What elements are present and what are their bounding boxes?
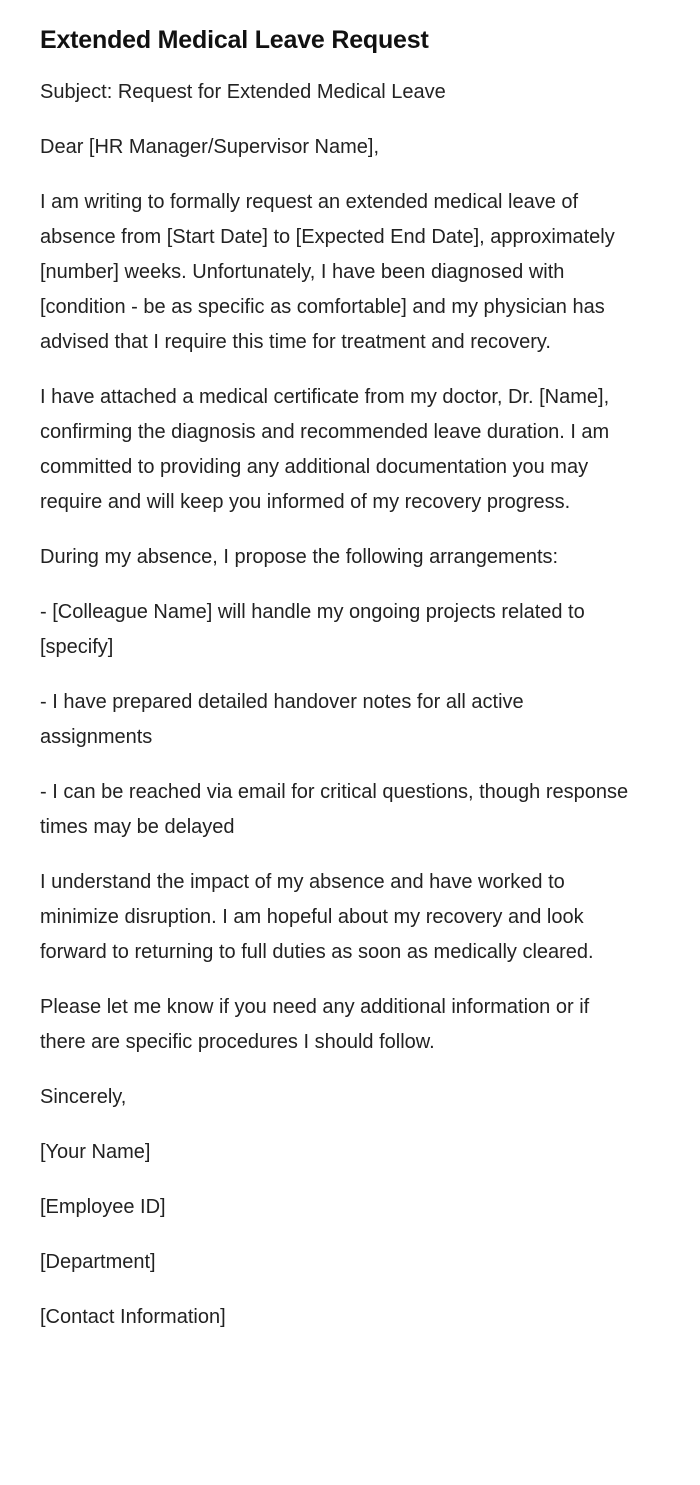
body-paragraph-certificate: I have attached a medical certificate from my doctor, Dr. [Name], confirming the diagnosis and recommended leave duration. I am committed to providing any additional documentation you may require and will keep you informed of my recovery progress. bbox=[40, 386, 610, 513]
signature-contact: [Contact Information] bbox=[40, 1306, 226, 1328]
body-paragraph-request: I am writing to formally request an extended medical leave of absence from [Start Date] to [Expected End Date], approximately [number] weeks. Unfortunately, I have been diagnosed with [condition - be as specific as comfortable] and my physician has advised that I require this time for treatment and recovery. bbox=[40, 191, 615, 353]
arrangement-item: - I have prepared detailed handover notes for all active assignments bbox=[40, 691, 524, 748]
subject-line: Subject: Request for Extended Medical Leave bbox=[40, 81, 446, 103]
body-paragraph-arrangements-intro: During my absence, I propose the following arrangements: bbox=[40, 546, 559, 568]
signature-employee-id: [Employee ID] bbox=[40, 1196, 166, 1218]
arrangement-item: - [Colleague Name] will handle my ongoing projects related to [specify] bbox=[40, 601, 585, 658]
page-title: Extended Medical Leave Request bbox=[40, 26, 429, 54]
salutation: Dear [HR Manager/Supervisor Name], bbox=[40, 136, 380, 158]
signature-department: [Department] bbox=[40, 1251, 156, 1273]
signature-name: [Your Name] bbox=[40, 1141, 151, 1163]
body-paragraph-impact: I understand the impact of my absence and have worked to minimize disruption. I am hopeful about my recovery and look forward to returning to full duties as soon as medically cleared. bbox=[40, 871, 594, 963]
arrangement-item: - I can be reached via email for critical questions, though response times may be delayed bbox=[40, 781, 629, 838]
signoff: Sincerely, bbox=[40, 1086, 127, 1108]
body-paragraph-followup: Please let me know if you need any additional information or if there are specific procedures I should follow. bbox=[40, 996, 590, 1053]
